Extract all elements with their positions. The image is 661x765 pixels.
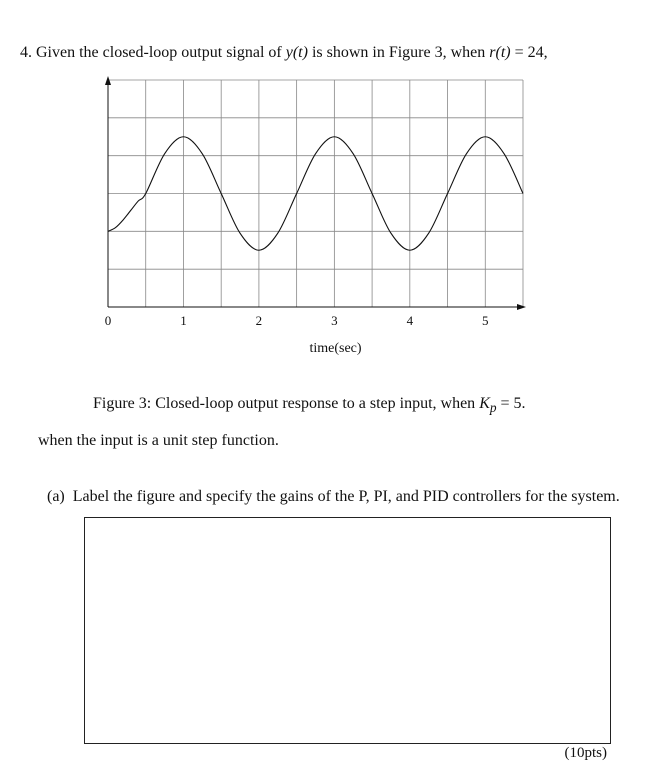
figure-3-chart xyxy=(0,0,661,370)
caption-suffix: = 5. xyxy=(496,395,526,412)
question-text-before: Given the closed-loop output signal of xyxy=(36,44,286,61)
x-axis-arrow xyxy=(517,304,526,310)
x-tick-label: 4 xyxy=(406,313,414,328)
figure-caption xyxy=(93,395,526,416)
x-tick-label: 2 xyxy=(255,313,263,328)
answer-box[interactable] xyxy=(84,517,611,744)
gain-symbol: K xyxy=(479,395,490,412)
question-text-after: = 24, xyxy=(510,44,548,61)
continuation-text: when the input is a unit step function. xyxy=(38,432,279,449)
x-tick-label: 3 xyxy=(331,313,338,328)
x-tick-label: 5 xyxy=(482,313,489,328)
caption-prefix: Figure 3: Closed-loop output response to a step input, when xyxy=(93,395,480,412)
r-symbol: r(t) xyxy=(489,44,511,61)
part-a-label: (a) xyxy=(47,488,65,505)
points-label: (10pts) xyxy=(564,745,607,761)
x-tick-label: 1 xyxy=(180,313,187,328)
x-axis-label: time(sec) xyxy=(309,341,362,356)
x-tick-label: 0 xyxy=(104,313,112,328)
question-text-mid: is shown in Figure 3, when xyxy=(307,44,490,61)
question-number: 4. xyxy=(20,44,32,61)
y-symbol: y(t) xyxy=(285,44,308,61)
part-a xyxy=(47,488,620,506)
part-a-text: Label the figure and specify the gains of the P, PI, and PID controllers for the system. xyxy=(72,488,620,505)
y-axis-arrow xyxy=(105,76,111,85)
gain-subscript: p xyxy=(489,400,497,416)
